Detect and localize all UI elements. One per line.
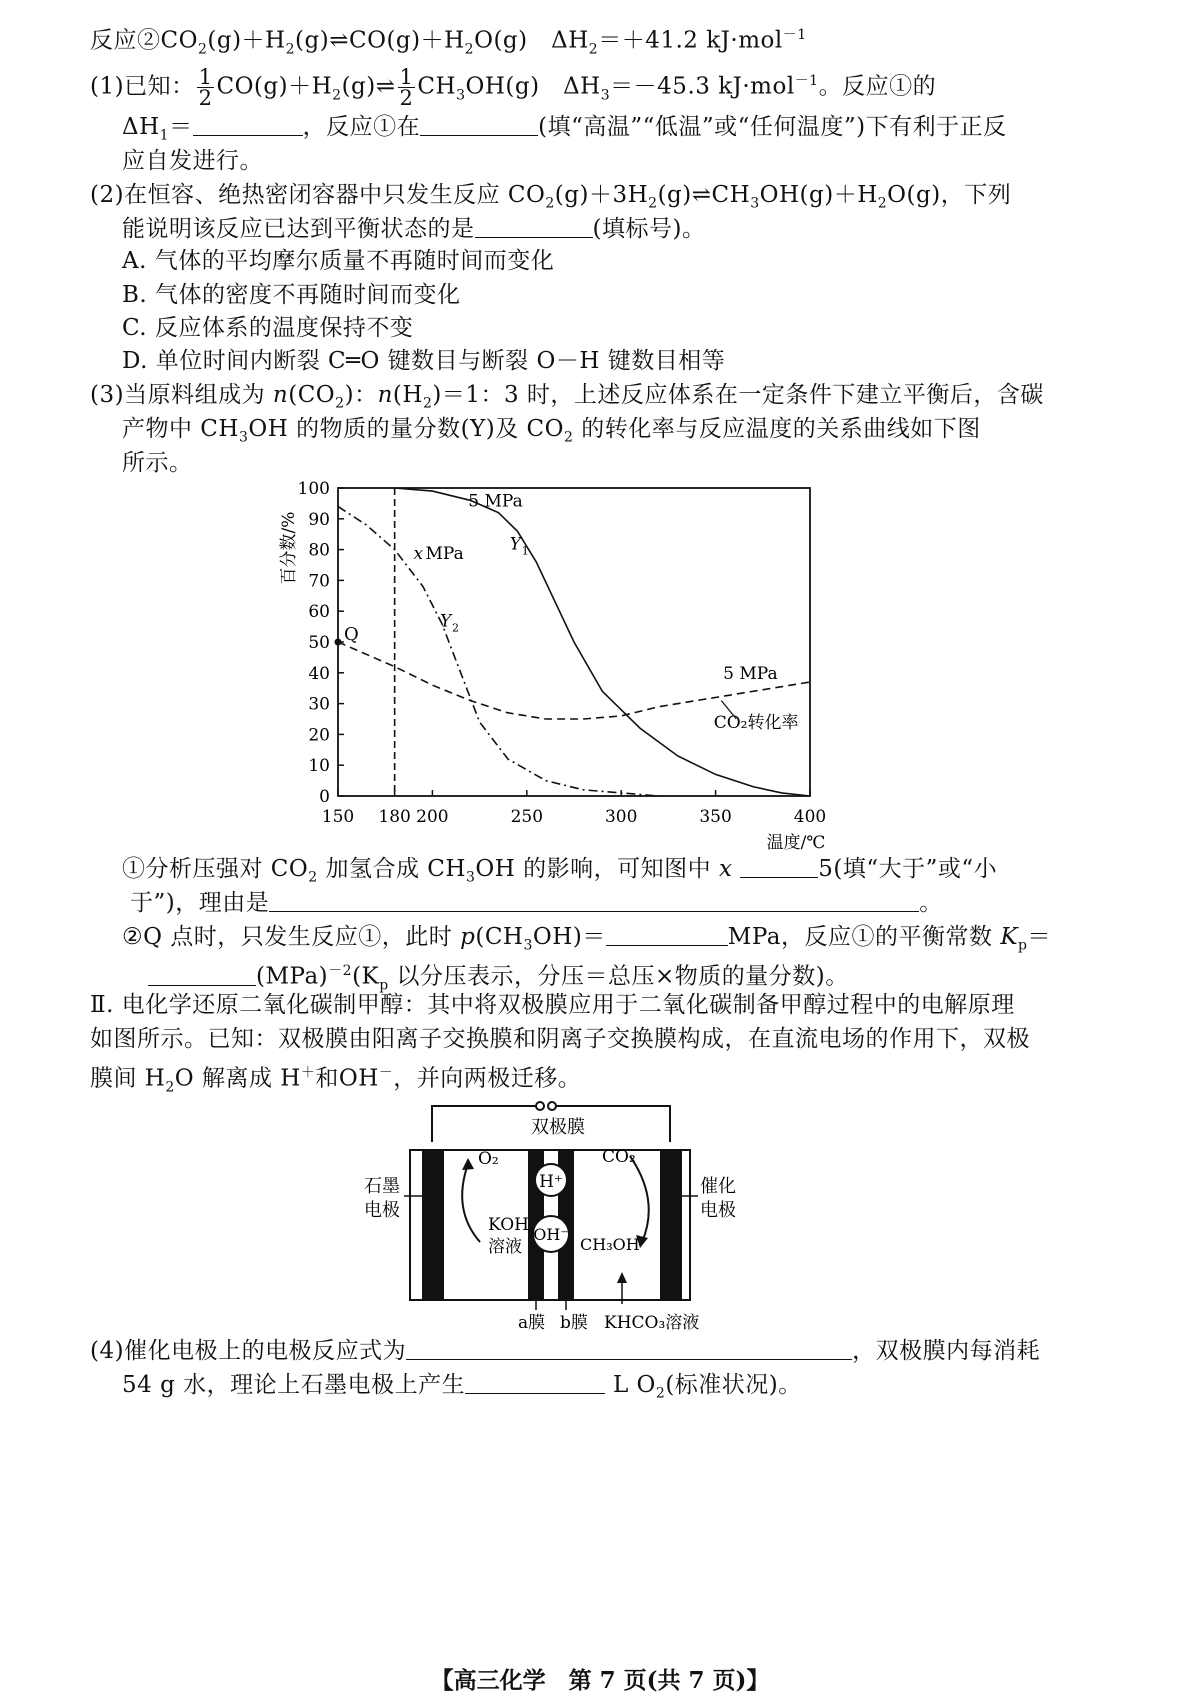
text: B. 气体的密度不再随时间而变化: [122, 282, 461, 308]
co2-label: CO₂: [602, 1147, 636, 1167]
y-tick-label: 90: [308, 509, 330, 530]
frac-num: 1: [399, 65, 414, 90]
text: C. 反应体系的温度保持不变: [122, 315, 414, 341]
x-tick-label: 200: [416, 807, 449, 827]
text: ＝－45.3 kJ·mol: [610, 73, 795, 100]
text: 加氢合成 CH: [325, 856, 466, 882]
bipolar-membrane-label: 双极膜: [531, 1117, 585, 1138]
answer-blank-reason[interactable]: [269, 889, 919, 912]
x-tick-label: 350: [699, 807, 732, 827]
y2-label: Y: [439, 611, 452, 632]
frac-num: 1: [198, 65, 213, 90]
answer-blank-p-ch3oh[interactable]: [606, 923, 728, 946]
frac-den: 2: [399, 86, 414, 111]
y-tick-label: 40: [308, 663, 330, 684]
text: (g)＋H: [207, 27, 286, 54]
text: 如图所示。已知：双极膜由阳离子交换膜和阴离子交换膜构成，在直流电场的作用下，双极: [90, 1026, 1030, 1052]
option-c: [122, 313, 413, 343]
sub: p: [1018, 937, 1028, 954]
x-tick-label: 300: [604, 807, 638, 827]
sub: p: [379, 977, 389, 994]
text: (CO: [288, 382, 336, 408]
catalytic-electrode: [660, 1150, 682, 1300]
chart-group: [279, 480, 826, 853]
sub: 2: [655, 1385, 666, 1402]
text: O(g)，下列: [887, 182, 1012, 208]
text: ②Q 点时，只发生反应①，此时: [122, 924, 453, 950]
text: 能说明该反应已达到平衡状态的是: [122, 216, 475, 242]
text: )＝1：3 时，上述反应体系在一定条件下建立平衡后，含碳: [432, 382, 1044, 408]
o2-arrow: [462, 1164, 480, 1242]
sub-question-1-line-2: [130, 888, 943, 918]
text: MPa，反应①的平衡常数: [727, 924, 993, 950]
text: (K: [352, 963, 380, 990]
graphite-label-1: 石墨: [364, 1176, 400, 1197]
co2-pressure-label: 5 MPa: [723, 663, 778, 684]
text: CO(g)＋H: [216, 73, 333, 100]
text: OH 的影响，可知图中: [475, 856, 712, 882]
co2-arrow: [630, 1156, 649, 1242]
y2-sub: 2: [451, 621, 459, 635]
text: L O: [612, 1372, 656, 1398]
sub: 3: [750, 195, 760, 212]
text: O(g) ΔH: [474, 27, 589, 54]
o2-label: O₂: [478, 1149, 499, 1169]
text: K: [1000, 924, 1019, 950]
answer-blank-o2-volume[interactable]: [465, 1371, 605, 1394]
text: p: [460, 924, 476, 950]
koh-label-1: KOH: [488, 1215, 530, 1235]
y-tick-label: 80: [308, 540, 330, 561]
answer-blank-electrode-equation[interactable]: [406, 1337, 852, 1360]
sub: 2: [197, 41, 208, 58]
terminal-icon: [536, 1102, 544, 1110]
sub: 1: [159, 127, 170, 144]
answer-blank-x[interactable]: [740, 855, 818, 878]
sup: －2: [328, 963, 353, 979]
sub: 2: [285, 41, 296, 58]
text: ＝: [169, 114, 193, 140]
question-3-line-3: [122, 448, 193, 478]
text: (填标号)。: [592, 216, 706, 242]
x-axis-label: 温度/℃: [766, 833, 826, 853]
text: (g)⇌CO(g)＋H: [295, 27, 465, 54]
q-point: [335, 639, 342, 646]
text: (2)在恒容、绝热密闭容器中只发生反应 CO: [90, 182, 546, 208]
y2-pressure-label: MPa: [425, 543, 464, 564]
sub: 2: [308, 869, 318, 886]
text: O 解离成 H: [174, 1065, 301, 1092]
question-4-line-2: [122, 1370, 802, 1409]
arrow-head-icon: [462, 1158, 474, 1170]
text: 于”)，理由是: [130, 890, 270, 916]
text: (H: [392, 382, 423, 408]
text: 产物中 CH: [122, 416, 239, 442]
series-line-Y2: [338, 506, 659, 796]
y-tick-label: 60: [308, 602, 330, 623]
membrane-a-label: a膜: [518, 1313, 546, 1332]
text: 的转化率与反应温度的关系曲线如下图: [581, 416, 981, 442]
temperature-chart: [270, 480, 870, 860]
text: CH: [417, 73, 457, 100]
text: 5(填“大于”或“小: [818, 856, 998, 882]
y1-label: Y: [509, 534, 522, 555]
y-tick-label: 20: [308, 725, 330, 746]
y-tick-label: 70: [308, 571, 330, 592]
text: (1)已知：: [90, 73, 195, 100]
question-1-line-1: [90, 66, 936, 110]
catalytic-label-2: 电极: [700, 1200, 736, 1221]
sup: －: [378, 1065, 394, 1081]
text: (g)＋3H: [554, 182, 649, 208]
y-tick-label: 100: [297, 480, 330, 499]
answer-blank-temperature[interactable]: [420, 113, 538, 136]
sub: 3: [523, 937, 533, 954]
text: (g)⇌CH: [657, 182, 751, 208]
co2-conversion-label: CO₂转化率: [713, 713, 799, 734]
answer-blank-q2[interactable]: [475, 215, 593, 238]
text: (填“高温”“低温”或“任何温度”)下有利于正反: [538, 114, 1007, 140]
text: OH 的物质的量分数(Y)及 CO: [248, 416, 565, 442]
text: (CH: [475, 924, 524, 950]
h-plus-label: H⁺: [539, 1172, 563, 1192]
sup: －1: [794, 73, 819, 89]
text: 和OH: [315, 1065, 379, 1092]
text: (4)催化电极上的电极反应式为: [90, 1338, 407, 1364]
oh-minus-label: OH⁻: [533, 1225, 569, 1244]
sub: 2: [332, 87, 342, 104]
y-tick-label: 0: [319, 787, 330, 807]
text: )：: [344, 382, 378, 408]
text: Ⅱ. 电化学还原二氧化碳制甲醇：其中将双极膜应用于二氧化碳制备甲醇过程中的电解原理: [90, 992, 1015, 1018]
x-tick-label: 250: [510, 807, 544, 827]
text: ，双极膜内每消耗: [852, 1338, 1041, 1364]
sub: 2: [165, 1079, 175, 1096]
text: (3)当原料组成为: [90, 382, 266, 408]
text: 所示。: [122, 450, 193, 476]
sup: ＋: [300, 1065, 316, 1081]
text: 。: [919, 890, 943, 916]
text: n: [272, 382, 289, 408]
sub: 2: [422, 395, 433, 412]
y-axis-label: 百分数/%: [279, 511, 299, 585]
terminal-icon: [548, 1102, 556, 1110]
sup: －1: [782, 27, 807, 43]
text: (标准状况)。: [665, 1372, 802, 1398]
text: 。反应①的: [818, 73, 937, 100]
graphite-label-2: 电极: [364, 1200, 400, 1221]
section-2-line-1: [90, 990, 1015, 1020]
sub: 2: [564, 429, 574, 446]
text: ①分析压强对 CO: [122, 856, 309, 882]
koh-label-2: 溶液: [488, 1237, 522, 1257]
text: ＝: [1027, 924, 1051, 950]
question-3-line-1: [90, 380, 1044, 419]
sub-question-2-line-1: [122, 922, 1051, 961]
khco3-label: KHCO₃溶液: [604, 1313, 700, 1332]
text: 反应②CO: [90, 27, 198, 54]
membrane-b-label: b膜: [560, 1313, 588, 1332]
x-tick-label: 180: [378, 807, 411, 827]
frac-den: 2: [198, 86, 213, 111]
option-d: [122, 346, 725, 376]
sub: 3: [456, 87, 466, 104]
question-2-line-2: [122, 214, 705, 244]
section-2-line-2: [90, 1024, 1030, 1054]
series-line-Y1: [395, 488, 810, 796]
question-2-line-1: [90, 180, 1011, 219]
x-tick-label: 150: [321, 807, 355, 827]
text: ＝＋41.2 kJ·mol: [598, 27, 783, 54]
ch3oh-label: CH₃OH: [580, 1235, 640, 1254]
sub: 3: [600, 87, 611, 104]
sub: 3: [238, 429, 249, 446]
question-4-line-1: [90, 1336, 1040, 1366]
text: 以分压表示，分压＝总压×物质的量分数)。: [396, 963, 849, 990]
text: A. 气体的平均摩尔质量不再随时间而变化: [122, 248, 555, 274]
fraction-half: [398, 65, 416, 111]
catalytic-label-1: 催化: [700, 1176, 736, 1197]
sub: 2: [464, 41, 475, 58]
sub: 2: [648, 195, 658, 212]
text: (MPa): [256, 963, 329, 990]
electrolysis-diagram: [360, 1092, 780, 1332]
graphite-electrode: [422, 1150, 444, 1300]
text: x: [718, 856, 733, 882]
y-tick-label: 10: [308, 756, 330, 777]
sub-question-1-line-1: [122, 854, 997, 893]
reaction-2-line: [90, 20, 807, 64]
question-3-line-2: [122, 414, 981, 453]
text: OH(g)＋H: [759, 182, 878, 208]
text: ，并向两极迁移。: [393, 1065, 582, 1092]
sub: 3: [465, 869, 476, 886]
y1-sub: 1: [521, 544, 529, 558]
text: OH)＝: [532, 924, 606, 950]
q-label: Q: [344, 624, 359, 645]
text: ，反应①在: [302, 114, 421, 140]
y2-pressure-var: x: [413, 543, 424, 564]
text: 膜间 H: [90, 1065, 166, 1092]
text: 应自发进行。: [122, 148, 263, 174]
page-footer: 【高三化学 第 7 页(共 7 页)】: [430, 1667, 770, 1694]
answer-blank-kp[interactable]: [148, 963, 256, 986]
question-1-line-3: [122, 146, 263, 176]
arrow-head-icon: [617, 1272, 627, 1283]
sub: 2: [545, 195, 555, 212]
sub: 2: [335, 395, 345, 412]
fraction-half: [197, 65, 215, 111]
text: OH(g) ΔH: [465, 73, 601, 100]
text: (g)⇌: [341, 73, 396, 100]
question-1-line-2: [122, 112, 1007, 151]
circuit-wire: [432, 1106, 536, 1142]
y-tick-label: 50: [308, 633, 330, 653]
text: 54 g 水，理论上石墨电极上产生: [122, 1372, 466, 1398]
option-a: [122, 246, 554, 276]
y1-pressure-label: 5 MPa: [468, 491, 523, 512]
text: ΔH: [122, 114, 160, 140]
text: n: [377, 382, 393, 408]
y-tick-label: 30: [308, 694, 330, 715]
sub: 2: [588, 41, 599, 58]
sub: 2: [877, 195, 888, 212]
text: D. 单位时间内断裂 C═O 键数目与断裂 O－H 键数目相等: [122, 348, 726, 374]
answer-blank-dh1[interactable]: [193, 113, 303, 136]
x-tick-label: 400: [793, 807, 827, 827]
option-b: [122, 280, 461, 310]
